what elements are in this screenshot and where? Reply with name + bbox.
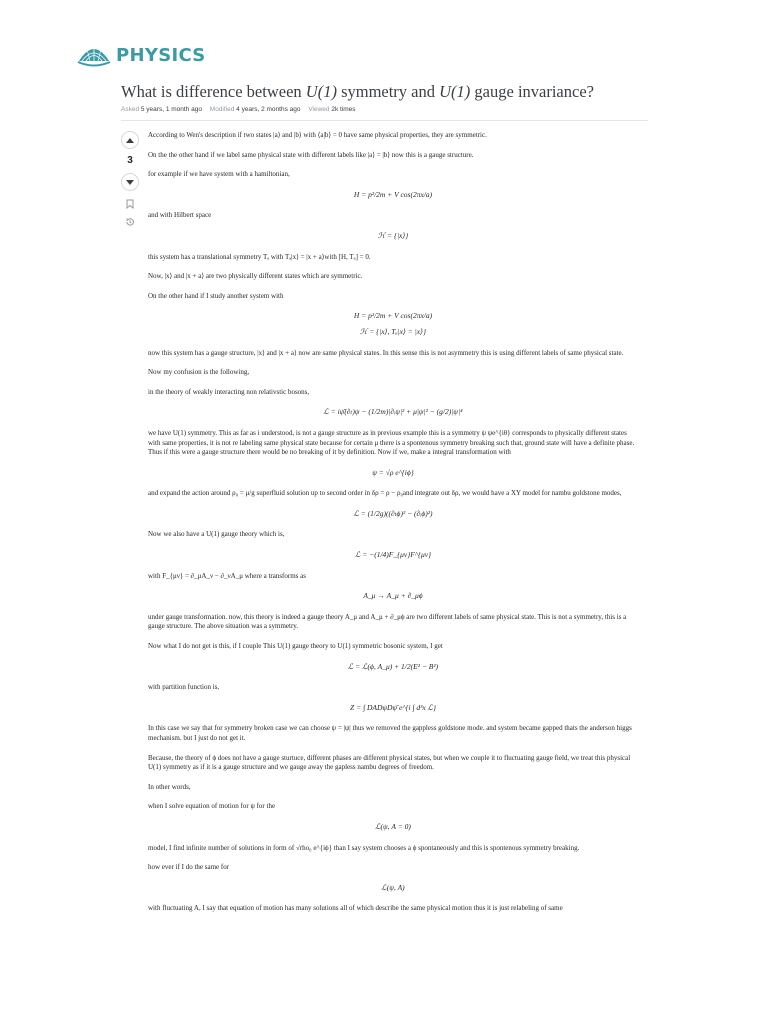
physics-logo-icon [76,39,112,71]
equation-coupled: ℒ = ℒ(ϕ, A_μ) + 1/2(E² − B²) [347,661,439,671]
equation-gauge-transform: A_μ → A_μ + ∂_μϕ [363,591,423,601]
equation-xy-model: ℒ = (1/2g)((∂ₜϕ)² − (∂ᵢϕ)²) [353,508,433,518]
modified-label: Modified [209,106,235,113]
question-title[interactable] [121,82,721,102]
title-math-1: U(1) [305,82,337,101]
downvote-button[interactable] [121,173,139,191]
paragraph: with partition function is, [148,683,220,692]
paragraph: Because, the theory of ϕ does not have a gauge sturtuce, different phases are different physical states, but when we couple it to fluctuating gauge field, we treat this physical U(1) symmetry as if it is a gauge structure and we gauge away the gapless nambu degrees of freedom. [148,753,631,772]
equation-lagrangian: ℒ = iψ̄(∂ₜ)ψ − (1/2m)|∂ᵢψ|² + μ|ψ|² − (g/2)|ψ|⁴ [323,407,463,417]
site-name: PHYSICS [116,44,206,66]
paragraph: now this system has a gauge structure, |x⟩ and |x + a⟩ now are same physical states. In this sense this is not asymmetry this is using different labels of same physical state. [148,348,624,357]
paragraph: under gauge transformation. now, this theory is indeed a gauge theory A_μ and A_μ + ∂_μϕ are two different labels of same physical state. This is not a symmetry, this is a gauge structure. The above situation was a symmetry. [148,612,627,631]
downvote-arrow-icon [126,180,134,185]
equation-gauged-model: ℒ(ψ, A) [381,882,405,892]
paragraph: when I solve equation of motion for ψ for the [148,802,276,811]
paragraph: In other words, [148,782,191,791]
title-text-1: What is difference between [121,82,306,101]
paragraph: In this case we say that for symmetry broken case we can choose ψ = |ψ| thus we removed the gappless goldstone mode. and system became gapped thats the anderson higgs mechanism. but I just do not get it. [148,724,632,742]
paragraph: model, I find infinite number of solutions in form of √rho₀ e^{iϕ} than I say system chooses a ϕ spontaneously and this is spontenous symmetry breaking. [148,843,580,852]
equation-transformation: ψ = √ρ e^{iϕ} [372,467,414,477]
paragraph: with F_{μν} = ∂_μA_ν − ∂_νA_μ where a transforms as [148,571,306,580]
equation-hamiltonian: H = p²/2m + V cos(2πx/a) [353,189,433,199]
vote-count: 3 [127,155,133,166]
paragraph: Now, |x⟩ and |x + a⟩ are two physically different states which are symmetric. [148,272,363,281]
asked-label: Asked [121,106,140,113]
paragraph: and expand the action around ρ₀ = μ/g superfluid solution up to second order in δρ = ρ − ρ₀and integrate out δρ, we would have a XY model for nambu goldstone modes, [148,489,622,498]
equation-gauge-theory: ℒ = −(1/4)F_{μν}F^{μν} [354,550,432,560]
upvote-button[interactable] [121,131,139,149]
paragraph: we have U(1) symmetry. This as far as i understood, is not a gauge structure as in previous example this is a symmetry ψ ψe^{iθ} corresponds to physically different states with same properties, it is not re labeling same physical state because for certain μ there is a spontenous symmetry breaking such that, ground state will have a definite phase. Thus if this were a gauge structure there would be no breaking of it by definition. Now if we, make a integral transformation with [148,428,635,457]
equation-hamiltonian-2: H = p²/2m + V cos(2πx/a) [353,311,433,321]
equation-free-model: ℒ(ψ, A = 0) [375,821,411,831]
equation-hilbert-space-2: ℋ = {|x⟩, Tₐ|x⟩ = |x⟩} [359,326,427,336]
modified-value[interactable]: 4 years, 2 months ago [236,106,301,113]
paragraph: and with Hilbert space [148,211,212,220]
asked-value: 5 years, 1 month ago [140,106,202,113]
paragraph: Now we also have a U(1) gauge theory which is, [148,530,285,539]
vote-column [119,131,141,227]
paragraph: for example if we have system with a hamiltonian, [148,170,290,179]
viewed-label: Viewed [308,106,330,113]
site-header[interactable] [76,38,206,72]
equation-partition-function: Z = ∫ DADψDψ̄ e^{i ∫ d³x ℒ} [350,702,436,712]
paragraph: this system has a translational symmetry Tₐ with Tₐ|x⟩ = |x + a⟩with [H, Tₐ] = 0. [148,252,371,261]
bookmark-icon[interactable] [126,199,134,209]
question-meta [121,106,362,113]
paragraph: Now my confusion is the following, [148,368,250,377]
viewed-value: 2k times [331,106,356,113]
paragraph: how ever if I do the same for [148,863,230,872]
history-icon[interactable] [125,217,135,227]
equation-hilbert-space: ℋ = {|x⟩} [377,230,409,240]
paragraph: According to Wen's description if two states |a⟩ and |b⟩ with ⟨a|b⟩ = 0 have same physical properties, they are symmetric. [148,131,487,139]
paragraph: Now what I do not get is this, if I couple This U(1) gauge theory to U(1) symmetric bosonic system, I get [148,642,443,651]
title-text-3: gauge invariance? [470,82,594,101]
paragraph: On the other hand if I study another system with [148,291,284,300]
paragraph: with fluctuating A, I say that equation of motion has many solutions all of which describe the same physical motion thus it is just relabeling of same [148,904,563,913]
title-math-2: U(1) [439,82,471,101]
paragraph: in the theory of weakly interacting non relativstic bosons, [148,387,310,396]
upvote-arrow-icon [126,138,134,143]
title-text-2: symmetry and [336,82,440,101]
header-divider [121,120,648,121]
paragraph: On the the other hand if we label same physical state with different labels like |a⟩ = |b⟩ now this is a gauge structure. [148,150,474,159]
question-body [148,131,638,924]
